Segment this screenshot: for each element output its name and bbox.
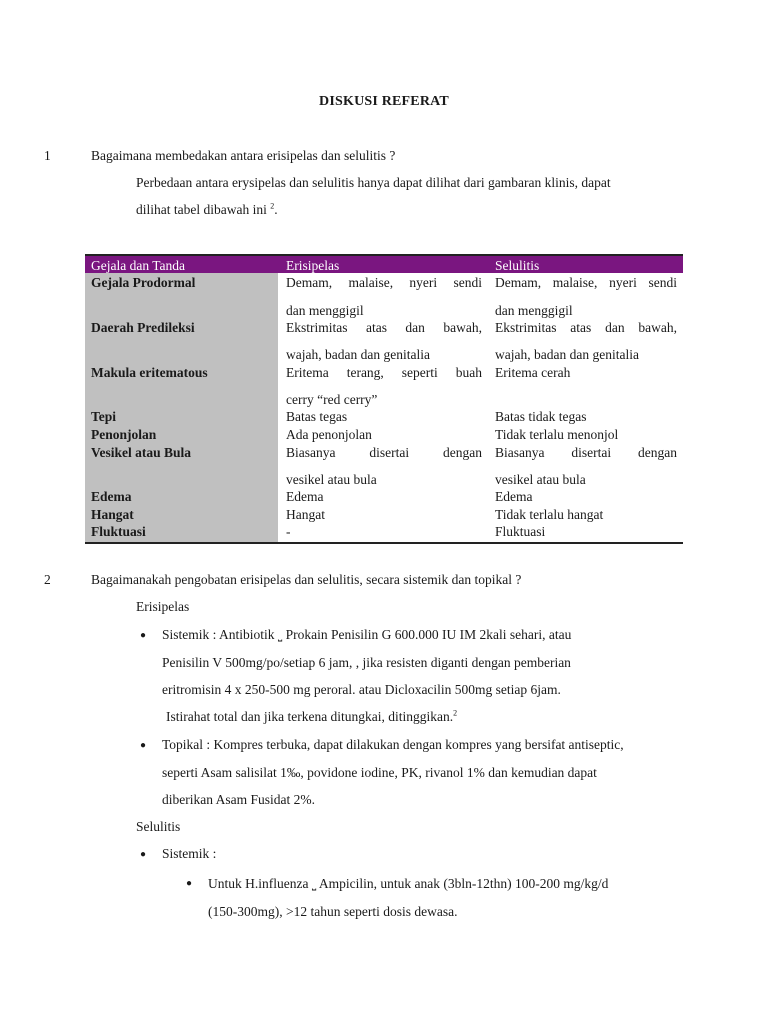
cell-selulitis-tepi: Batas tidak tegas [495, 409, 587, 424]
cell-erisipelas-penonjolan: Ada penonjolan [286, 427, 372, 442]
selulitis-heading: Selulitis [136, 819, 181, 834]
cell-selulitis-penonjolan: Tidak terlalu menonjol [495, 427, 619, 442]
cell-erisipelas-predileksi-2: wajah, badan dan genitalia [286, 347, 430, 362]
cell-selulitis-prodormal-1: Demam, malaise, nyeri sendi [495, 275, 677, 290]
topikal-line-3: diberikan Asam Fusidat 2%. [162, 792, 315, 807]
question-1-number: 1 [44, 148, 51, 163]
cell-selulitis-predileksi-1: Ekstrimitas atas dan bawah, [495, 320, 677, 335]
question-2-text: Bagaimanakah pengobatan erisipelas dan selulitis, secara sistemik dan topikal ? [91, 572, 522, 587]
row-label-makula: Makula eritematous [91, 365, 208, 380]
erisipelas-heading: Erisipelas [136, 599, 190, 614]
sistemik-line-3: eritromisin 4 x 250-500 mg peroral. atau Dicloxacilin 500mg setiap 6jam. [162, 682, 561, 697]
row-label-gejala-prodormal: Gejala Prodormal [91, 275, 196, 290]
row-label-daerah-predileksi: Daerah Predileksi [91, 320, 195, 335]
selulitis-sistemik: Sistemik : [162, 846, 217, 861]
cell-selulitis-prodormal-2: dan menggigil [495, 303, 573, 318]
arrow-icon: ⎵ [277, 629, 283, 642]
cell-selulitis-edema: Edema [495, 489, 533, 504]
question-2-number: 2 [44, 572, 51, 587]
topikal-line-2: seperti Asam salisilat 1‰, povidone iodine, PK, rivanol 1% dan kemudian dapat [162, 765, 597, 780]
header-gejala: Gejala dan Tanda [91, 258, 186, 273]
cell-selulitis-makula: Eritema cerah [495, 365, 571, 380]
bullet-icon: ● [140, 849, 147, 860]
cell-erisipelas-tepi: Batas tegas [286, 409, 348, 424]
cell-erisipelas-vesikel-2: vesikel atau bula [286, 472, 377, 487]
cell-erisipelas-hangat: Hangat [286, 507, 325, 522]
sistemik-line-2: Penisilin V 500mg/po/setiap 6 jam, , jika resisten diganti dengan pemberian [162, 655, 571, 670]
row-label-tepi: Tepi [91, 409, 117, 424]
cell-erisipelas-vesikel-1: Biasanya disertai dengan [286, 445, 482, 460]
cell-selulitis-vesikel-2: vesikel atau bula [495, 472, 586, 487]
cell-selulitis-vesikel-1: Biasanya disertai dengan [495, 445, 677, 460]
answer-1-line-1: Perbedaan antara erysipelas dan selulitis hanya dapat dilihat dari gambaran klinis, dapat [136, 175, 611, 190]
header-erisipelas: Erisipelas [286, 258, 340, 273]
row-label-hangat: Hangat [91, 507, 134, 522]
bullet-icon: ● [140, 630, 147, 641]
document-title: DISKUSI REFERAT [319, 94, 449, 109]
row-label-vesikel: Vesikel atau Bula [91, 445, 192, 460]
cell-erisipelas-prodormal-2: dan menggigil [286, 303, 364, 318]
cell-erisipelas-predileksi-1: Ekstrimitas atas dan bawah, [286, 320, 482, 335]
sub-line-1: Untuk H.influenza ⎵ Ampicilin, untuk anak (3bln-12thn) 100-200 mg/kg/d [208, 876, 609, 891]
cell-selulitis-hangat: Tidak terlalu hangat [495, 507, 604, 522]
comparison-table [85, 254, 683, 544]
sistemik-line-4: Istirahat total dan jika terkena ditungkai, ditinggikan.$^2$ [166, 708, 458, 724]
citation-ref: 2 [453, 708, 458, 718]
answer-1-line-2: dilihat tabel dibawah ini $^2$. [136, 201, 278, 217]
row-label-fluktuasi: Fluktuasi [91, 524, 146, 539]
arrow-icon: ⎵ [311, 878, 317, 891]
cell-erisipelas-edema: Edema [286, 489, 324, 504]
sub-line-2: (150-300mg), >12 tahun seperti dosis dewasa. [208, 904, 458, 919]
cell-erisipelas-fluktuasi: - [286, 524, 291, 539]
cell-erisipelas-makula-1: Eritema terang, seperti buah [286, 365, 482, 380]
topikal-line-1: Topikal : Kompres terbuka, dapat dilakukan dengan kompres yang bersifat antiseptic, [162, 737, 624, 752]
header-selulitis: Selulitis [495, 258, 540, 273]
bullet-icon: ● [186, 878, 193, 889]
bullet-icon: ● [140, 740, 147, 751]
cell-erisipelas-prodormal-1: Demam, malaise, nyeri sendi [286, 275, 482, 290]
cell-selulitis-predileksi-2: wajah, badan dan genitalia [495, 347, 639, 362]
table-header-row [85, 254, 683, 273]
table-bottom-rule [85, 542, 683, 544]
row-label-edema: Edema [91, 489, 132, 504]
cell-selulitis-fluktuasi: Fluktuasi [495, 524, 546, 539]
citation-ref: 2 [270, 201, 275, 211]
cell-erisipelas-makula-2: cerry “red cerry” [286, 392, 378, 407]
row-label-penonjolan: Penonjolan [91, 427, 157, 442]
sistemik-line-1: Sistemik : Antibiotik ⎵ Prokain Penisilin G 600.000 IU IM 2kali sehari, atau [162, 627, 572, 642]
question-1-text: Bagaimana membedakan antara erisipelas dan selulitis ? [91, 148, 396, 163]
